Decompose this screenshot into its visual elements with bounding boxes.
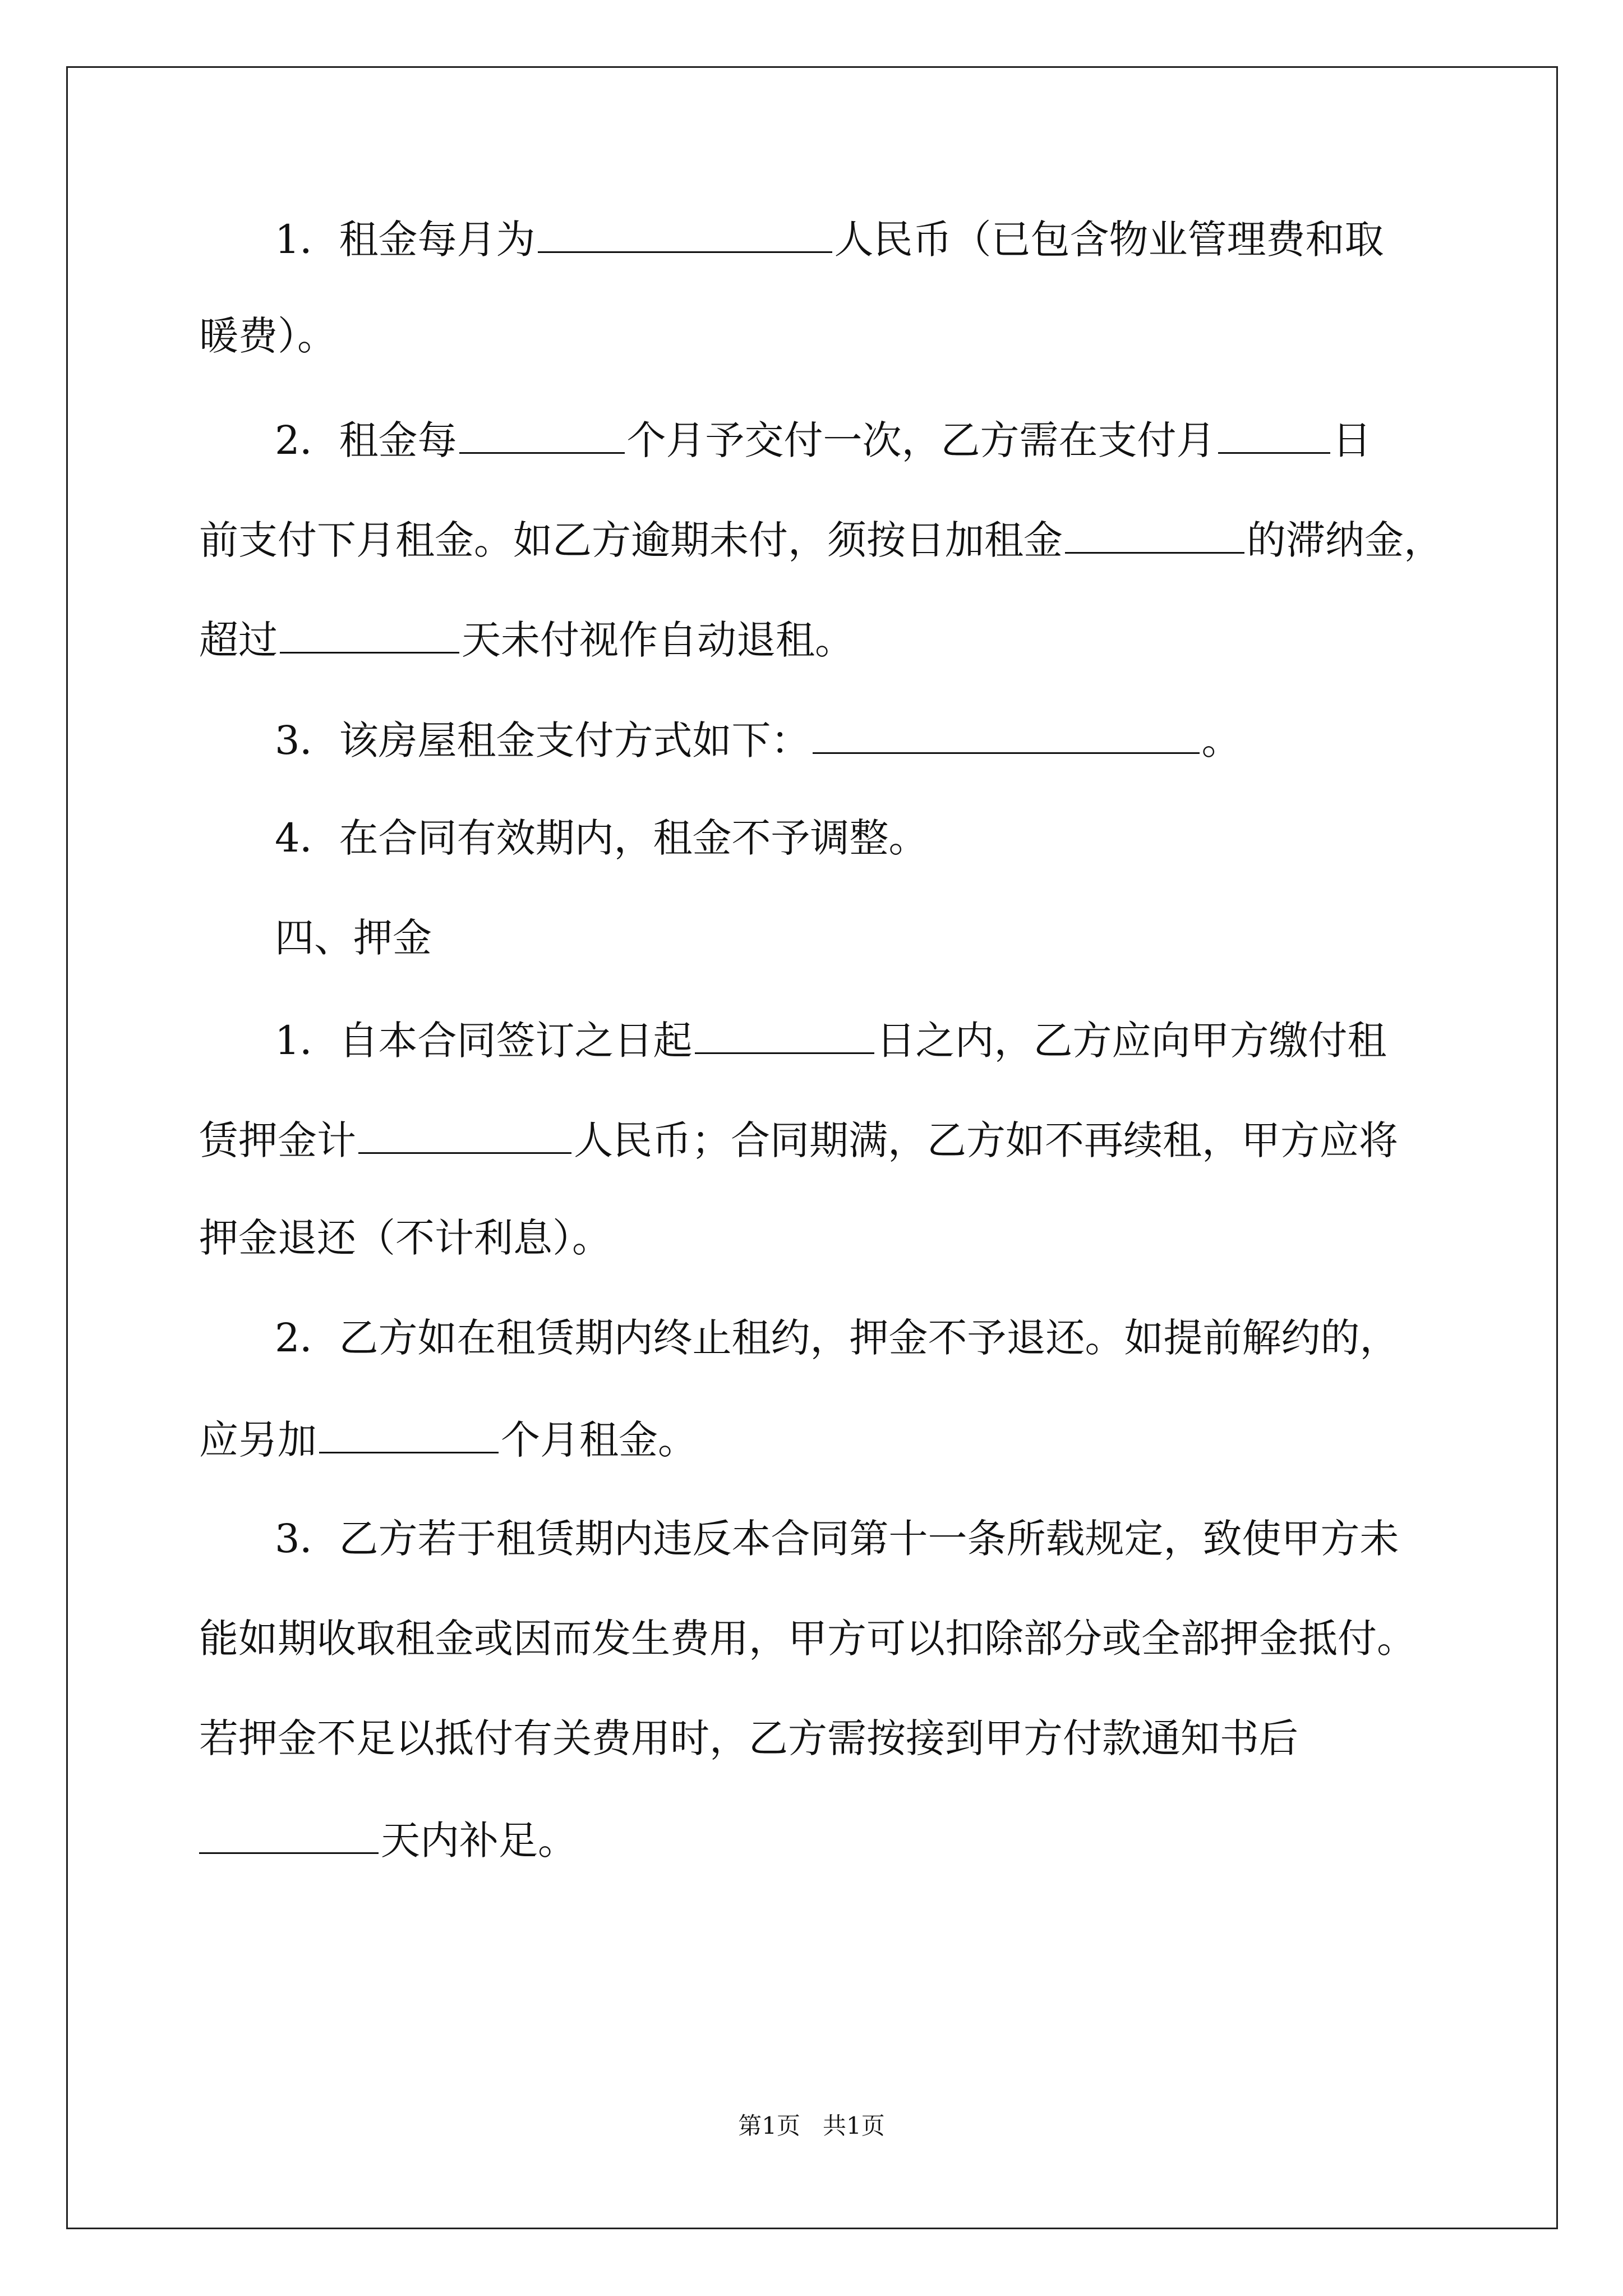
payment-period-day: 日 [1332,417,1372,463]
overdue-days-blank[interactable] [280,613,459,654]
payment-method-end: 。 [1201,717,1241,763]
deposit-days-blank[interactable] [695,1013,874,1054]
payment-period-line-1 [275,413,1372,463]
deposit-start-text-cont: 日之内，乙方应向甲方缴付租 [876,1018,1387,1064]
deposit-amount-text: 人民币；合同期满，乙方如不再续租，甲方应将 [574,1117,1398,1163]
deposit-line-1 [275,1013,1387,1064]
deposit-line-2 [199,1113,1398,1163]
rent-monthly-label: 1．租金每月为 [275,217,536,263]
rent-monthly-text: 人民币（已包含物业管理费和取 [834,217,1384,263]
deposit-return-text: 押金退还（不计利息）。 [199,1215,611,1261]
violation-line-1 [275,1513,1399,1564]
extra-months-blank[interactable] [319,1412,499,1453]
deposit-line-3 [199,1213,611,1263]
violation-text-1: 3．乙方若于租赁期内违反本合同第十一条所载规定，致使甲方未 [275,1516,1399,1562]
extra-rent-label: 应另加 [199,1417,317,1463]
late-fee-text: 前支付下月租金。如乙方逾期未付，须按日加租金 [199,517,1063,563]
payment-period-line-2 [199,513,1443,563]
violation-text-2: 能如期收取租金或因而发生费用，甲方可以扣除部分或全部押金抵付。 [199,1616,1416,1662]
pay-day-blank[interactable] [1218,413,1330,454]
overdue-label: 超过 [199,617,278,663]
payment-period-line-3 [199,613,854,663]
deposit-amount-blank[interactable] [358,1113,571,1154]
supplement-days-blank[interactable] [199,1813,379,1854]
violation-text-4: 天内补足。 [381,1818,577,1864]
violation-line-2 [199,1613,1416,1664]
late-fee-blank[interactable] [1065,513,1244,554]
payment-period-text: 个月予交付一次，乙方需在支付月 [626,417,1216,463]
rent-no-adjust-line [275,813,928,863]
violation-line-4 [199,1813,577,1864]
violation-line-3 [199,1713,1298,1764]
deposit-amount-label: 赁押金计 [199,1117,356,1163]
early-termination-line-1 [275,1313,1399,1363]
payment-method-line [275,713,1241,763]
rent-no-adjust-text: 4．在合同有效期内，租金不予调整。 [275,815,928,861]
section-heading-deposit [275,913,432,963]
overdue-text: 天未付视作自动退租。 [462,617,854,663]
deposit-start-text: 1．自本合同签订之日起 [275,1018,693,1064]
rent-monthly-line-2 [199,311,336,361]
payment-method-blank[interactable] [813,713,1200,754]
rent-monthly-text-cont: 暖费）。 [199,313,336,359]
extra-rent-text: 个月租金。 [501,1417,697,1463]
rent-monthly-line-1 [275,212,1384,263]
early-termination-text: 2．乙方如在租赁期内终止租约，押金不予退还。如提前解约的， [275,1315,1399,1361]
violation-text-3: 若押金不足以抵付有关费用时，乙方需按接到甲方付款通知书后 [199,1715,1298,1761]
section-heading-text: 四、押金 [275,915,432,961]
late-fee-suffix: 的滞纳金， [1247,517,1443,563]
months-blank[interactable] [459,413,625,454]
early-termination-line-2 [199,1412,697,1463]
rent-amount-blank[interactable] [538,212,832,253]
page-footer: 第1页 共1页 [738,2112,885,2139]
payment-period-label: 2．租金每 [275,417,457,463]
payment-method-label: 3．该房屋租金支付方式如下： [275,717,810,763]
